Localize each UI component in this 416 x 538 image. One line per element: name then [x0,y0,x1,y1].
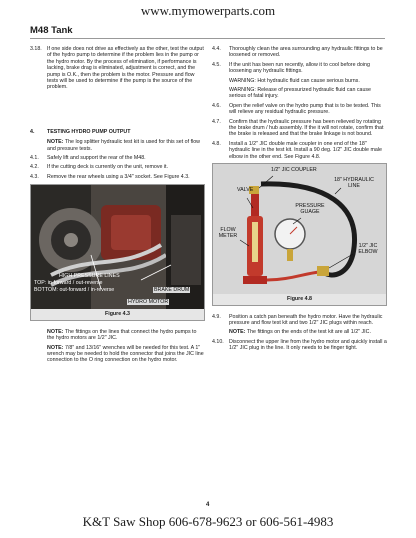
step-text: If the unit has been run recently, allow it to cool before doing loosening any hydraulic fittings. [229,61,370,75]
note-text: 7/8" and 13/16" wrenches will be needed for this test. A 1" wrench may be needed to hold the connector that joins the JIC line connection to the O ring connection on the hydro motor. [47,344,204,364]
step-text: Install a 1/2" JIC double male coupler in one end of the 18" hydraulic line in the test kit. Install a 90 deg. 1/2" JIC double male elbow in the other end. See Figure 4.8. [229,140,382,160]
step-number: 3.18. [30,46,42,52]
label-jic-elbow: 1/2" JIC ELBOW [358,243,378,255]
step-text: Remove the rear wheels using a 3/4" socket. See Figure 4.3. [47,173,190,180]
step-4-5 [212,62,387,75]
section-number: 4. [30,128,35,135]
label-pressure-gauge: PRESSURE GUAGE [295,203,325,215]
note-label: NOTE: [229,329,246,336]
note-text: The log splitter hydraulic test kit is used for this set of flow and pressure tests. [47,139,200,152]
step-4-4 [212,46,387,59]
step-text: Position a catch pan beneath the hydro motor. Have the hydraulic pressure and flow test kit and two 1/2" JIC plugs within reach. [229,313,383,326]
step-number: 4.5. [212,61,221,68]
warning-text: Release of pressurized hydraulic fluid can cause serious of fatal injury. [229,87,371,100]
step-number: 4.3. [30,173,39,180]
figure-4-8-caption: Figure 4.8 [213,294,386,304]
label-top-line: TOP: in-forward / out-reverse [34,280,103,287]
note-test-kit [47,139,205,152]
step-number: 4.6. [212,102,221,109]
note-text: The fittings on the ends of the test kit are all 1/2" JIC. [245,329,371,336]
label-flow-meter: FLOW METER [218,227,238,239]
step-number: 4.10. [212,338,224,345]
note-label: NOTE: [47,139,64,146]
note-jic-fittings [47,329,205,342]
step-4-6 [212,103,387,116]
header-url: www.mymowerparts.com [140,3,276,18]
footer-contact: K&T Saw Shop 606-678-9623 or 606-561-4983 [82,514,334,529]
label-jic-coupler: 1/2" JIC COUPLER [271,167,317,174]
note-text: The fittings on the lines that connect the hydro pumps to the hydro motors are 1/2" JIC. [47,328,197,342]
page-title: M48 Tank [30,25,73,36]
right-column [212,46,387,355]
step-text: Thoroughly clean the area surrounding any hydraulic fittings to be loosened or removed. [229,46,383,59]
step-text: Open the relief valve on the hydro pump that is to be tested. This will relieve any residual hydraulic pressure. [229,102,381,116]
step-4-9 [212,314,387,327]
warning-hot-fluid [229,78,387,84]
warning-text: Hot hydraulic fluid can cause serious burns. [255,77,360,84]
section-heading [30,129,205,135]
step-4-10 [212,339,387,352]
section-title: TESTING HYDRO PUMP OUTPUT [47,128,131,135]
step-text: Confirm that the hydraulic pressure has been relieved by rotating the brake drum / hub assembly. If the it will not rotate, confirm that the brake is released and that the brake linkage is not bound. [229,118,384,138]
page-number: 4 [206,502,210,508]
warning-label: WARNING: [229,77,256,84]
step-4-8 [212,141,387,160]
step-number: 4.8. [212,140,221,147]
step-number: 4.9. [212,313,221,320]
step-text: Disconnect the upper line from the hydro motor and quickly install a 1/2" JIC plug in the line. It only needs to be finger tight. [229,338,387,352]
step-text: Safely lift and support the rear of the M48. [47,155,146,162]
figure-4-8 [212,163,387,305]
note-label: NOTE: [47,328,64,335]
note-wrenches [47,345,205,364]
label-bottom-line: BOTTOM: out-forward / in-reverse [34,287,115,294]
step-number: 4.1. [30,155,39,162]
step-4-3 [30,174,205,180]
step-4-2 [30,164,205,170]
label-high-pressure-lines: HIGH PRESSURE LINES [59,273,120,280]
step-number: 4.4. [212,46,221,52]
step-text: If the cutting deck is currently on the unit, remove it. [47,164,169,171]
label-valve: VALVE [237,187,254,194]
warning-label: WARNING: [229,87,256,94]
test-kit-photo [213,164,386,294]
title-divider [30,38,385,39]
step-number: 4.2. [30,164,39,171]
label-hydraulic-line: 18" HYDRAULIC LINE [334,177,374,189]
note-label: NOTE: [47,344,64,351]
figure-4-3 [30,184,205,320]
step-number: 4.7. [212,118,221,125]
step-3-18 [30,46,205,91]
step-text: If one side does not drive as effectively as the other, test the output of the hydro pump to determine if the problem lies in the pump or the hydro motor. By the process of elimination, if performance is lacking, brake drag is eliminated, adjustment is correct, and the pump is O.K., then the problem is the motor. Pressure and flow tests will be used to determine if the pump is the source of the problem. [47,46,204,91]
note-kit-ends [229,329,387,335]
figure-4-3-caption: Figure 4.3 [31,309,204,319]
label-hydro-motor: HYDRO MOTOR [128,299,169,306]
hydro-motor-photo [31,185,204,309]
step-4-1 [30,155,205,161]
label-brake-drum: BRAKE DRUM [154,287,190,294]
step-4-7 [212,119,387,138]
warning-pressurized-fluid [229,87,387,100]
left-column [30,46,205,367]
